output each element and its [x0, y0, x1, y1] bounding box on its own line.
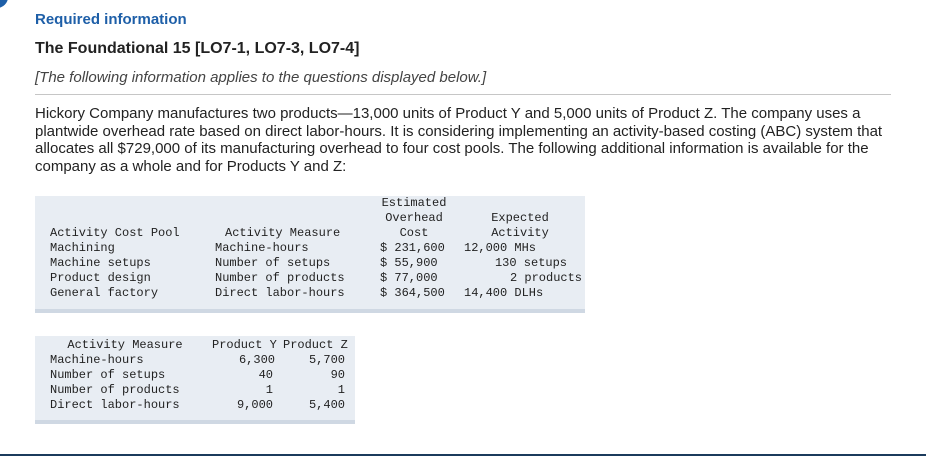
divider	[35, 94, 891, 95]
table-row-measure: Direct labor-hours	[215, 286, 345, 300]
section-title: The Foundational 15 [LO7-1, LO7-3, LO7-4]	[35, 40, 360, 57]
product-activity-table	[35, 336, 355, 424]
header-overhead-cost-line2: Overhead	[385, 211, 443, 225]
table-row-activity: 14,400 DLHs	[464, 286, 544, 300]
table-row-measure: Machine-hours	[215, 241, 309, 255]
table-row-product-z: 90	[330, 368, 345, 382]
table-row-measure: Number of products	[215, 271, 345, 285]
table-row-measure: Number of products	[50, 383, 180, 397]
table-row-measure: Direct labor-hours	[50, 398, 180, 412]
table-row-cost: $ 364,500	[380, 286, 445, 300]
header-activity-cost-pool: Activity Cost Pool	[50, 226, 180, 240]
required-information-heading: Required information	[35, 11, 187, 28]
header-product-y: Product Y	[212, 338, 277, 352]
table-row-product-y: 40	[258, 368, 273, 382]
table-row-pool: General factory	[50, 286, 159, 300]
table-row-measure: Number of setups	[50, 368, 166, 382]
table-row-cost: $ 55,900	[380, 256, 438, 270]
table-underline	[35, 309, 585, 313]
header-activity-measure: Activity Measure	[225, 226, 341, 240]
problem-description: Hickory Company manufactures two products—13,000 units of Product Y and 5,000 units of Product Z. The company uses a plantwide overhead rate based on direct labor-hours. It is considering implementing an activity-based costing (ABC) system that allocates all $729,000 of its manufacturing overhead to four cost pools. The following additional information is available for the company as a whole and for Products Y and Z:	[35, 105, 883, 175]
header-product-z: Product Z	[283, 338, 348, 352]
table-row-measure: Number of setups	[215, 256, 331, 270]
table-row-product-y: 6,300	[238, 353, 275, 367]
header-expected-activity-line2: Activity	[491, 226, 549, 240]
header-overhead-cost-line3: Cost	[399, 226, 429, 240]
corner-indicator-icon	[0, 0, 8, 8]
table-row-cost: $ 77,000	[380, 271, 438, 285]
applies-note: [The following information applies to the questions displayed below.]	[35, 69, 487, 86]
table-underline	[35, 420, 355, 424]
table-row-pool: Product design	[50, 271, 151, 285]
table-row-product-z: 5,400	[308, 398, 345, 412]
header-activity-measure: Activity Measure	[67, 338, 183, 352]
table-row-measure: Machine-hours	[50, 353, 144, 367]
table-row-pool: Machine setups	[50, 256, 151, 270]
table-row-activity: 130 setups	[494, 256, 567, 270]
table-row-product-y: 1	[265, 383, 273, 397]
header-expected-activity-line1: Expected	[491, 211, 549, 225]
bottom-divider	[0, 454, 926, 456]
activity-cost-pool-table	[35, 196, 585, 313]
table-row-product-z: 1	[337, 383, 345, 397]
table-row-product-y: 9,000	[236, 398, 273, 412]
table-row-pool: Machining	[50, 241, 115, 255]
table-row-activity: 12,000 MHs	[464, 241, 537, 255]
table-row-product-z: 5,700	[308, 353, 345, 367]
header-overhead-cost-line1: Estimated	[381, 196, 447, 210]
table-row-cost: $ 231,600	[380, 241, 445, 255]
table-row-activity: 2 products	[509, 271, 582, 285]
